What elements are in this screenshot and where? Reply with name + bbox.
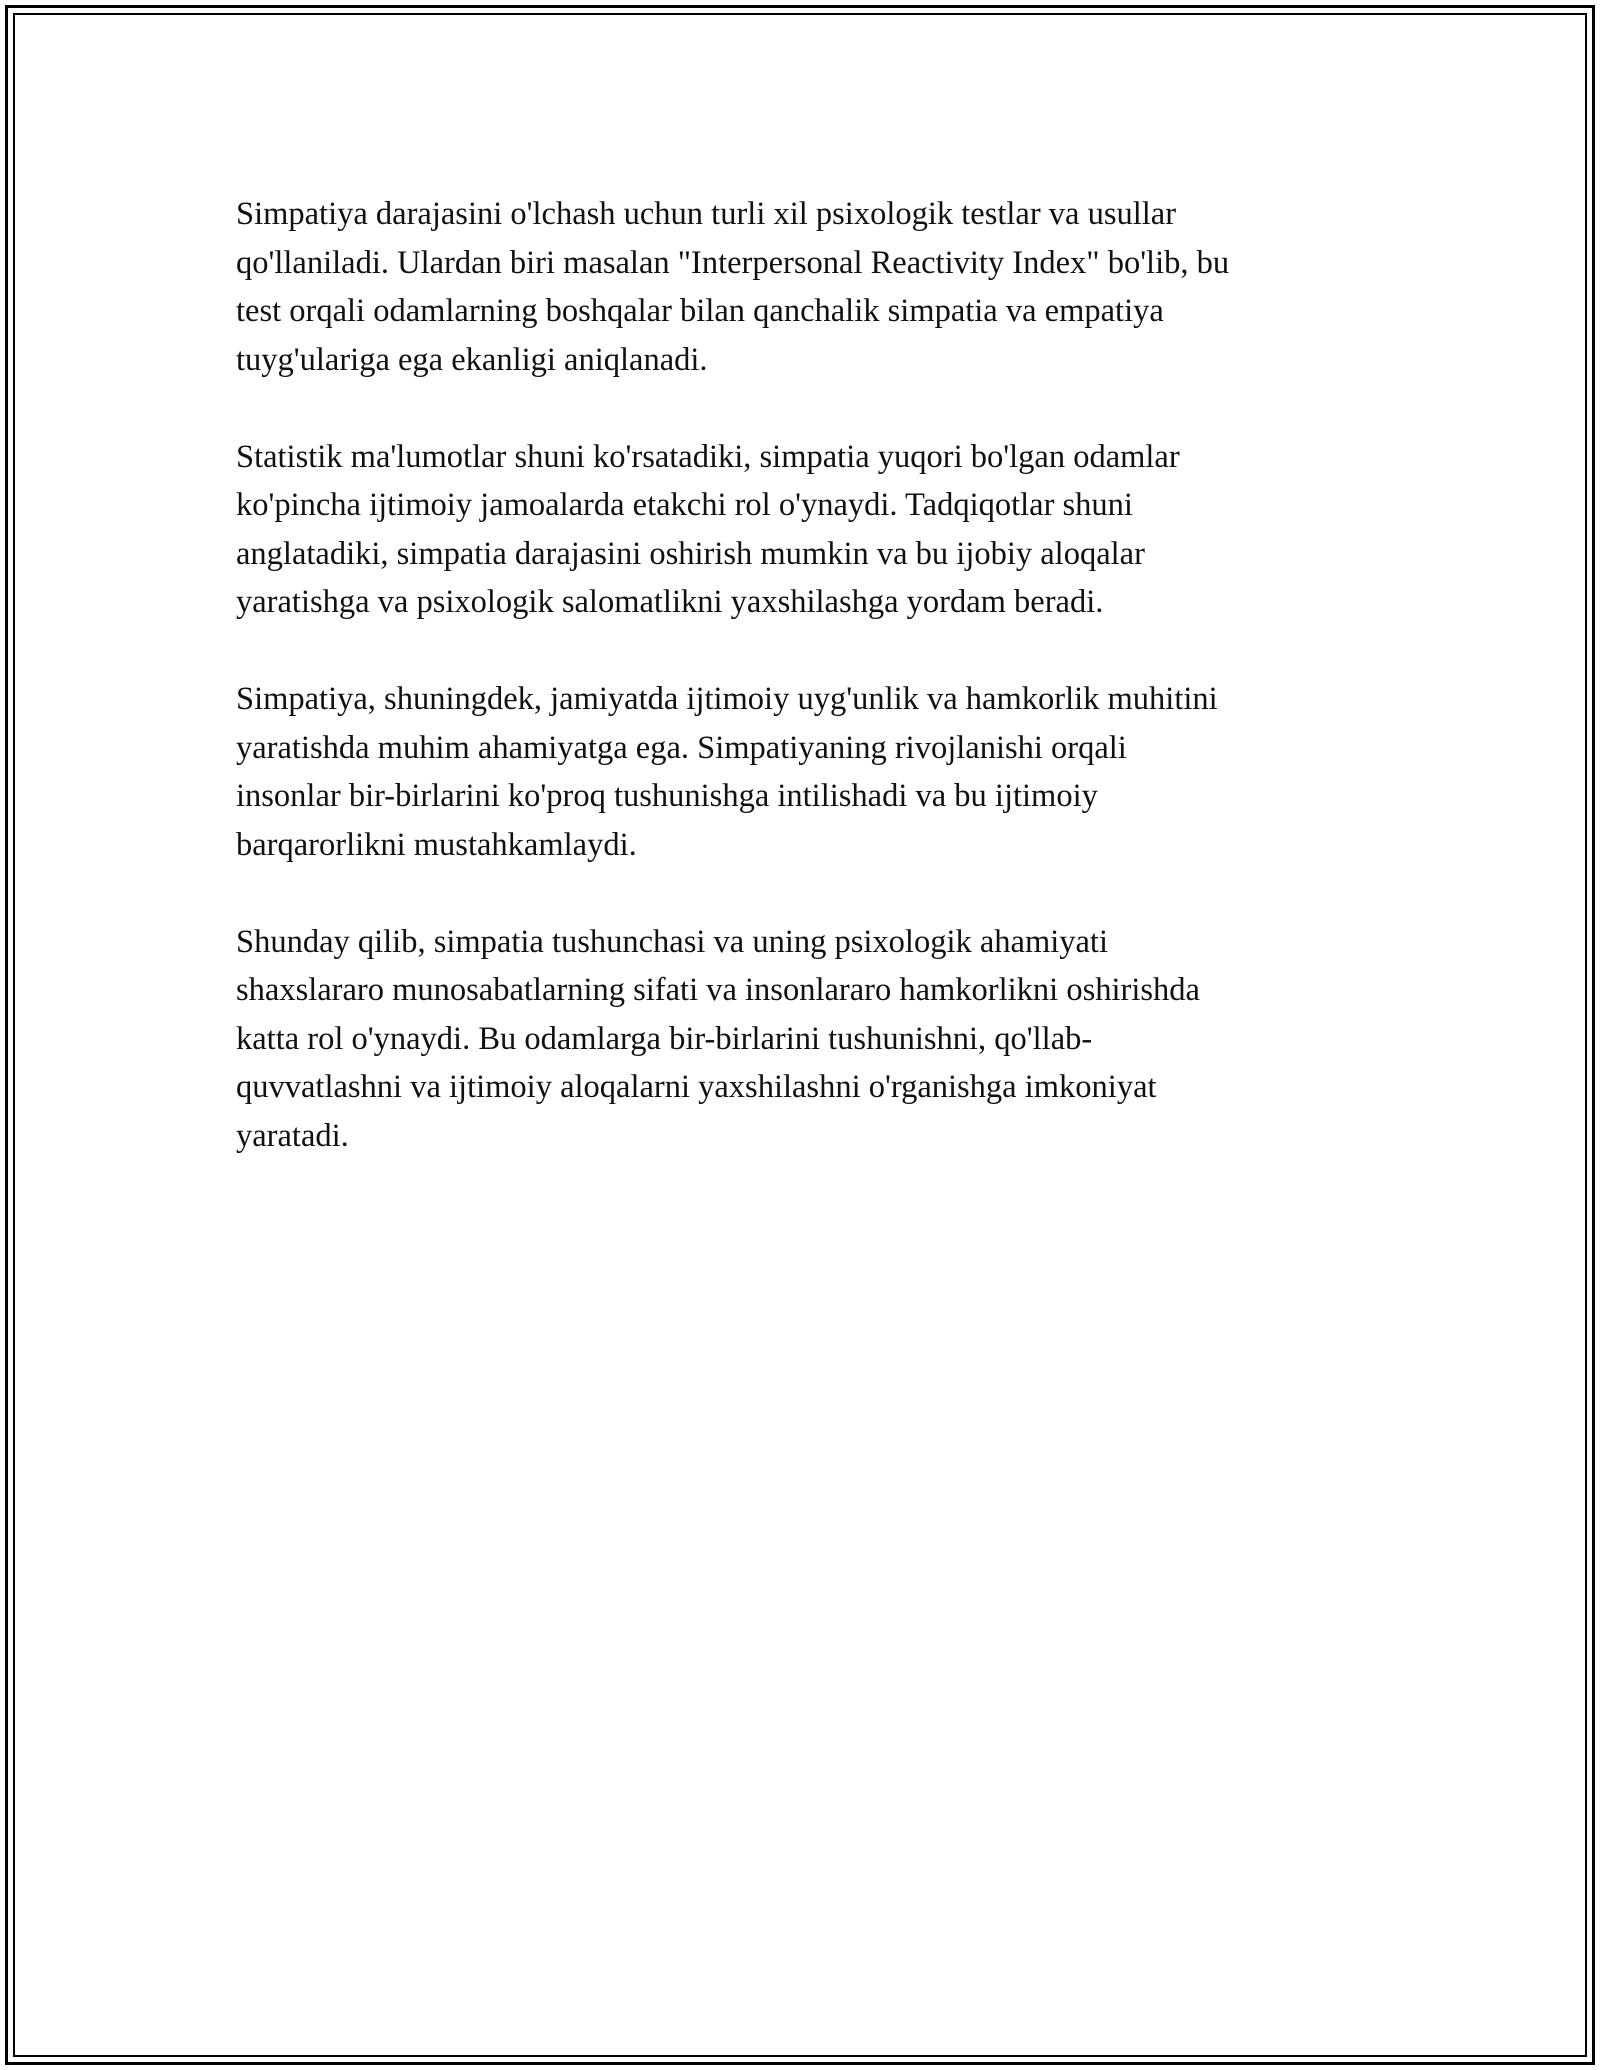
paragraph-1: Simpatiya darajasini o'lchash uchun turli xil psixologik testlar va usullar qo'llaniladi. Ulardan biri masalan "Interpersonal Reactivity Index" bo'lib, bu test orqali odamlarning boshqalar bilan qanchalik simpatia va empatiya tuyg'ulariga ega ekanligi aniqlanadi.	[236, 196, 1230, 378]
paragraph-3: Simpatiya, shuningdek, jamiyatda ijtimoiy uyg'unlik va hamkorlik muhitini yaratishda muhim ahamiyatga ega. Simpatiyaning rivojlanishi orqali insonlar bir-birlarini ko'proq tushunishga intilishadi va bu ijtimoiy barqarorlikni mustahkamlaydi.	[236, 681, 1218, 863]
paragraph-2: Statistik ma'lumotlar shuni ko'rsatadiki, simpatia yuqori bo'lgan odamlar ko'pincha ijtimoiy jamoalarda etakchi rol o'ynaydi. Tadqiqotlar shuni anglatadiki, simpatia darajasini oshirish mumkin va bu ijobiy aloqalar yaratishga va psixologik salomatlikni yaxshilashga yordam beradi.	[236, 438, 1180, 620]
paragraph-4: Shunday qilib, simpatia tushunchasi va uning psixologik ahamiyati shaxslararo munosabatlarning sifati va insonlararo hamkorlikni oshirishda katta rol o'ynaydi. Bu odamlarga bir-birlarini tushunishni, qo'llab- quvvatlashni va ijtimoiy aloqalarni yaxshilashni o'rganishga imkoniyat yaratadi.	[236, 923, 1200, 1154]
document-body	[236, 190, 1366, 1209]
